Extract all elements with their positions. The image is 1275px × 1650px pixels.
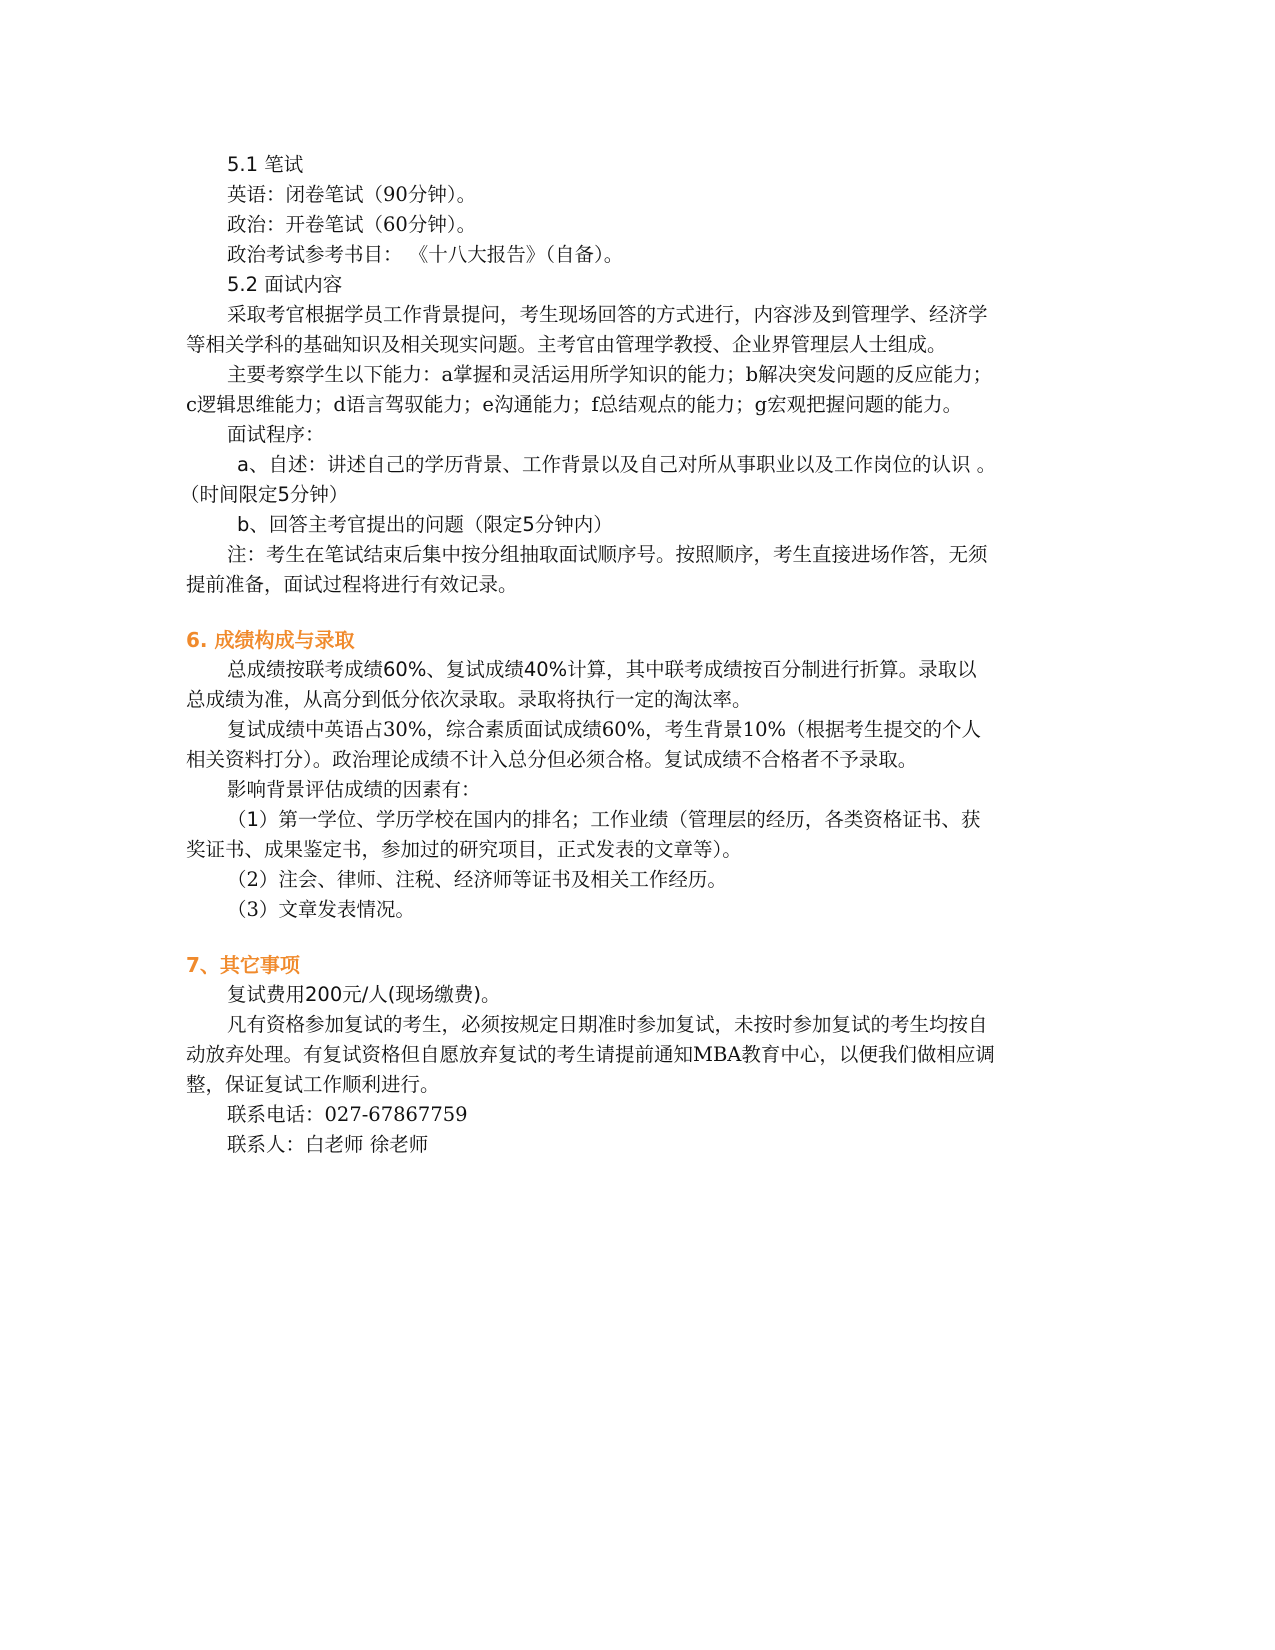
interview-step-a-line2: （时间限定5分钟） [180, 483, 349, 506]
interview-ability-line1: 主要考察学生以下能力：a掌握和灵活运用所学知识的能力；b解决突发问题的反应能力； [227, 363, 993, 386]
section6-factor2: （2）注会、律师、注税、经济师等证书及相关工作经历。 [227, 868, 727, 891]
section7-p1-line3: 整，保证复试工作顺利进行。 [186, 1073, 440, 1096]
section6-factor1-line1: （1）第一学位、学历学校在国内的排名；工作业绩（管理层的经历，各类资格证书、获 [227, 808, 981, 831]
section7-fee: 复试费用200元/人(现场缴费)。 [227, 983, 501, 1006]
written-exam-title: 5.1 笔试 [227, 153, 304, 176]
interview-procedure-title: 面试程序： [227, 423, 325, 446]
section7-heading: 7、其它事项 [186, 953, 300, 977]
section6-factor1-line2: 奖证书、成果鉴定书，参加过的研究项目，正式发表的文章等）。 [186, 838, 742, 861]
contact-person: 联系人：白老师 徐老师 [227, 1133, 429, 1156]
section6-factors-title: 影响背景评估成绩的因素有： [227, 778, 481, 801]
interview-step-a-line1: a、自述：讲述自己的学历背景、工作背景以及自己对所从事职业以及工作岗位的认识 。 [237, 453, 997, 476]
interview-note-line2: 提前准备，面试过程将进行有效记录。 [186, 573, 518, 596]
interview-title: 5.2 面试内容 [227, 273, 343, 296]
interview-desc-line1: 采取考官根据学员工作背景提问，考生现场回答的方式进行，内容涉及到管理学、经济学 [227, 303, 988, 326]
english-exam-line: 英语：闭卷笔试（90分钟）。 [227, 183, 477, 206]
politics-reference-line: 政治考试参考书目： 《十八大报告》（自备）。 [227, 243, 624, 266]
section6-p1-line1: 总成绩按联考成绩60%、复试成绩40%计算，其中联考成绩按百分制进行折算。录取以 [227, 658, 977, 681]
contact-phone: 联系电话：027-67867759 [227, 1103, 468, 1126]
section6-p1-line2: 总成绩为准，从高分到低分依次录取。录取将执行一定的淘汰率。 [186, 688, 752, 711]
interview-desc-line2: 等相关学科的基础知识及相关现实问题。主考官由管理学教授、企业界管理层人士组成。 [186, 333, 947, 356]
section6-p2-line1: 复试成绩中英语占30%，综合素质面试成绩60%，考生背景10%（根据考生提交的个人 [227, 718, 982, 741]
section6-heading: 6. 成绩构成与录取 [186, 628, 355, 652]
section6-factor3: （3）文章发表情况。 [227, 898, 415, 921]
section7-p1-line2: 动放弃处理。有复试资格但自愿放弃复试的考生请提前通知MBA教育中心，以便我们做相应调 [186, 1043, 995, 1066]
interview-step-b: b、回答主考官提出的问题（限定5分钟内） [237, 513, 613, 536]
politics-exam-line: 政治：开卷笔试（60分钟）。 [227, 213, 477, 236]
section7-p1-line1: 凡有资格参加复试的考生，必须按规定日期准时参加复试，未按时参加复试的考生均按自 [227, 1013, 988, 1036]
section6-p2-line2: 相关资料打分）。政治理论成绩不计入总分但必须合格。复试成绩不合格者不予录取。 [186, 748, 918, 771]
interview-ability-line2: c逻辑思维能力；d语言驾驭能力；e沟通能力；f总结观点的能力；g宏观把握问题的能力。 [186, 393, 963, 416]
interview-note-line1: 注：考生在笔试结束后集中按分组抽取面试顺序号。按照顺序，考生直接进场作答，无须 [227, 543, 988, 566]
